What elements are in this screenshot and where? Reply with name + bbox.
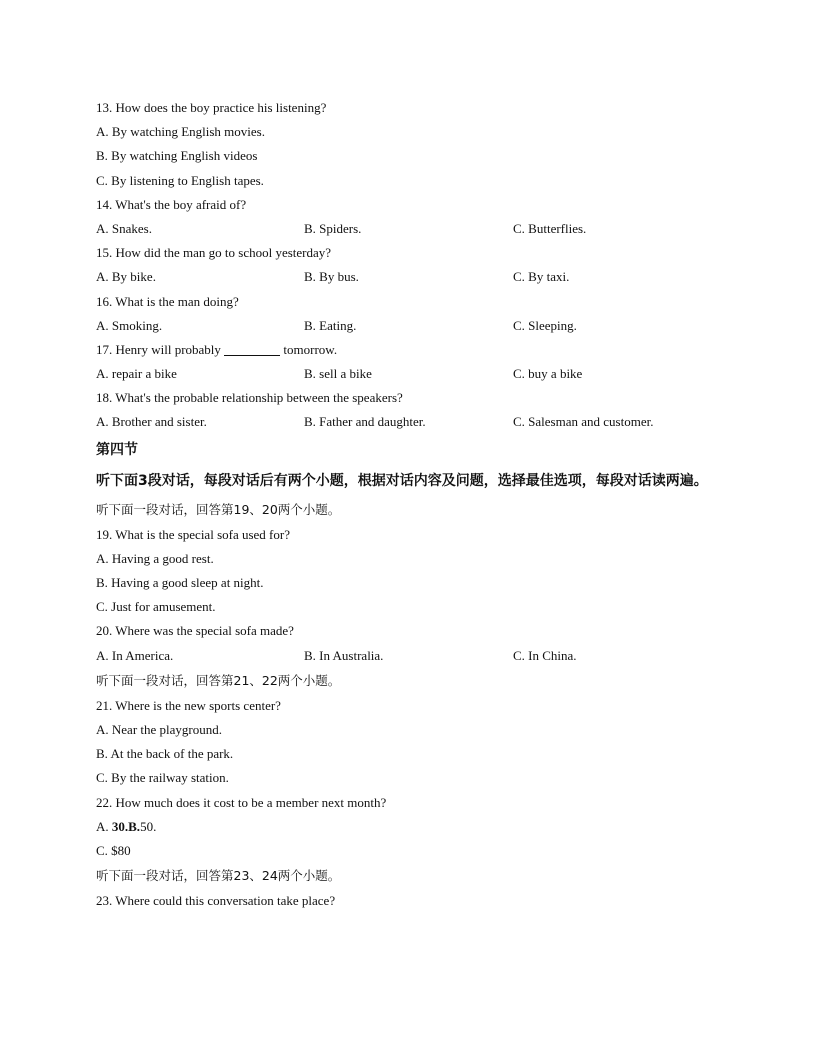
option-13a: A. By watching English movies. [96, 124, 265, 140]
option-16c: C. Sleeping. [513, 317, 577, 333]
option-14a: A. Snakes. [96, 220, 152, 236]
option-17b: B. sell a bike [304, 366, 372, 382]
option-22b-value: 50. [140, 818, 157, 834]
question-14: 14. What's the boy afraid of? [96, 196, 247, 212]
question-18: 18. What's the probable relationship between the speakers? [96, 390, 403, 406]
question-15: 15. How did the man go to school yesterday? [96, 245, 332, 261]
option-21a: A. Near the playground. [96, 721, 222, 737]
option-20a: A. In America. [96, 647, 174, 663]
section-title: 第四节 [96, 441, 138, 458]
option-15c: C. By taxi. [513, 269, 570, 285]
option-19c: C. Just for amusement. [96, 599, 216, 615]
option-16a: A. Smoking. [96, 317, 163, 333]
exam-page [96, 96, 736, 913]
dialog-1-instruction: 听下面一段对话，回答第19、20两个小题。 [96, 501, 341, 517]
options-15 [96, 265, 736, 289]
options-14 [96, 217, 736, 241]
option-18a: A. Brother and sister. [96, 414, 207, 430]
option-22c: C. $80 [96, 842, 131, 858]
option-20b: B. In Australia. [304, 647, 384, 663]
question-20: 20. Where was the special sofa made? [96, 623, 294, 639]
option-22ab [96, 815, 736, 839]
option-17c: C. buy a bike [513, 366, 583, 382]
option-22a-prefix: A. [96, 818, 112, 834]
option-14c: C. Butterflies. [513, 220, 587, 236]
answer-blank [224, 340, 280, 356]
option-19b: B. Having a good sleep at night. [96, 575, 264, 590]
option-17a: A. repair a bike [96, 366, 177, 382]
options-18 [96, 410, 736, 434]
option-16b: B. Eating. [304, 317, 357, 333]
dialog-2-instruction: 听下面一段对话，回答第21、22两个小题。 [96, 672, 341, 688]
option-22a-bold: 30.B. [111, 818, 141, 834]
option-13c: C. By listening to English tapes. [96, 172, 264, 188]
question-17-before: 17. Henry will probably [96, 341, 221, 357]
option-15a: A. By bike. [96, 269, 156, 285]
options-20 [96, 644, 736, 668]
question-13: 13. How does the boy practice his listening? [96, 100, 327, 115]
option-21b: B. At the back of the park. [96, 746, 234, 762]
option-20c: C. In China. [513, 647, 577, 663]
question-22: 22. How much does it cost to be a member next month? [96, 794, 387, 810]
question-21: 21. Where is the new sports center? [96, 697, 281, 713]
options-16 [96, 314, 736, 338]
options-17 [96, 362, 736, 386]
option-18b: B. Father and daughter. [304, 414, 426, 430]
option-15b: B. By bus. [304, 269, 359, 285]
question-17 [96, 338, 736, 362]
option-19a: A. Having a good rest. [96, 550, 214, 566]
dialog-3-instruction: 听下面一段对话，回答第23、24两个小题。 [96, 868, 341, 884]
question-16: 16. What is the man doing? [96, 293, 239, 309]
question-17-after: tomorrow. [283, 341, 338, 357]
question-23: 23. Where could this conversation take place? [96, 893, 336, 909]
option-18c: C. Salesman and customer. [513, 414, 654, 430]
option-14b: B. Spiders. [304, 220, 362, 236]
section-instruction: 听下面3段对话，每段对话后有两个小题，根据对话内容及问题，选择最佳选项，每段对话读两遍。 [96, 472, 708, 489]
question-19: 19. What is the special sofa used for? [96, 526, 290, 542]
option-21c: C. By the railway station. [96, 770, 229, 786]
option-13b: B. By watching English videos [96, 148, 258, 164]
